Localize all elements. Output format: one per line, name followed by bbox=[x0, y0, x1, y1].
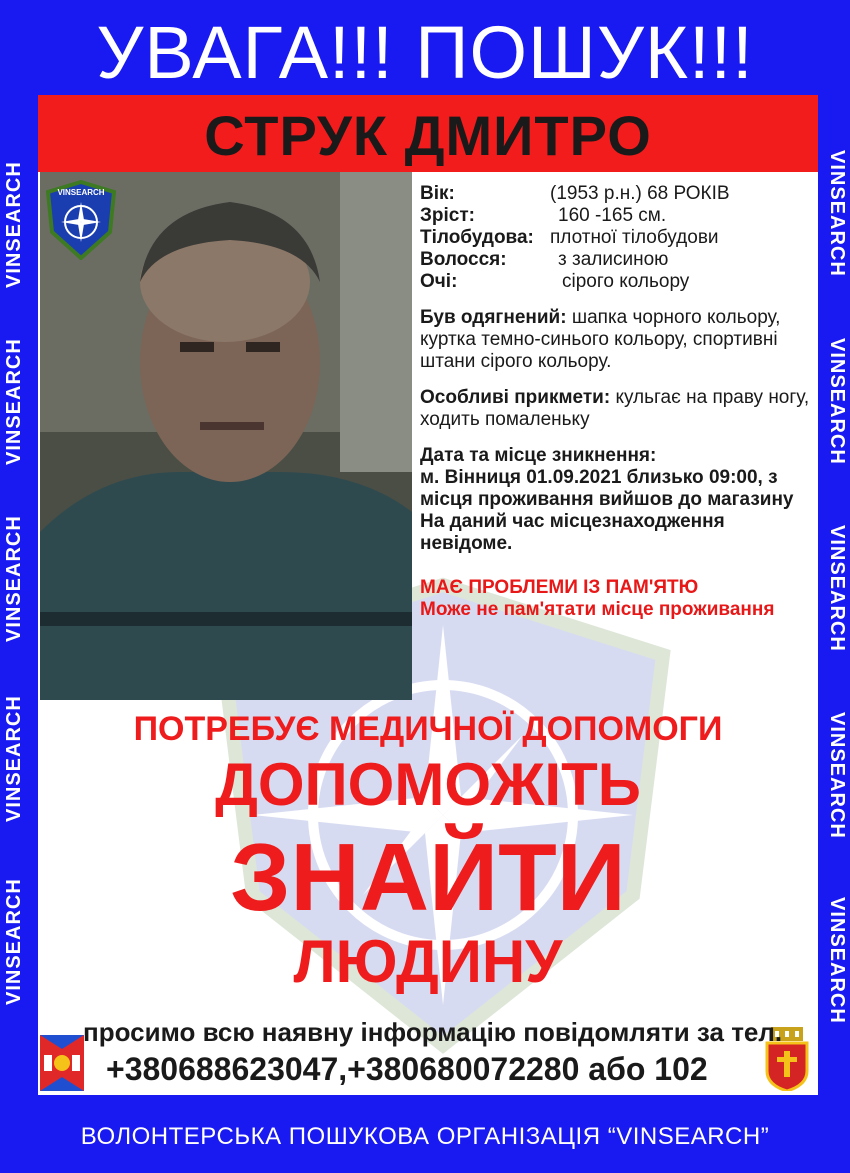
organization-footer: ВОЛОНТЕРСЬКА ПОШУКОВА ОРГАНІЗАЦІЯ “VINSEARCH” bbox=[80, 1123, 770, 1150]
detail-eyes: Очі: сірого кольору bbox=[420, 271, 690, 292]
memory-warning: МАЄ ПРОБЛЕМИ ІЗ ПАМ'ЯТЮ Може не пам'ятати місце проживання bbox=[420, 577, 775, 620]
poster-panel bbox=[38, 95, 818, 1095]
detail-hair: Волосся: з залисиною bbox=[420, 249, 669, 270]
side-label-left-5: VINSEARCH bbox=[3, 878, 25, 1005]
appeal-find: ЗНАЙТИ bbox=[230, 824, 626, 931]
region-flag-icon bbox=[40, 1035, 84, 1091]
detail-build: Тілобудова: плотної тілобудови bbox=[420, 227, 719, 248]
medical-help-notice: ПОТРЕБУЄ МЕДИЧНОЇ ДОПОМОГИ bbox=[133, 710, 723, 748]
detail-height: Зріст: 160 -165 см. bbox=[420, 205, 667, 226]
side-label-right-4: VINSEARCH bbox=[826, 712, 848, 839]
contact-phones: +380688623047,+380680072280 або 102 bbox=[106, 1051, 708, 1087]
logo-text: VINSEARCH bbox=[57, 188, 105, 197]
clothing-description: Був одягнений: шапка чорного кольору, куртка темно-синього кольору, спортивні штани сірого кольору. bbox=[420, 307, 781, 372]
side-label-right-2: VINSEARCH bbox=[826, 338, 848, 465]
poster-title: УВАГА!!! ПОШУК!!! bbox=[96, 11, 754, 94]
side-label-right-3: VINSEARCH bbox=[826, 525, 848, 652]
special-features: Особливі прикмети: кульгає на праву ногу, ходить помаленьку bbox=[420, 387, 810, 430]
vinsearch-shield-icon bbox=[46, 180, 116, 260]
appeal-help: ДОПОМОЖІТЬ bbox=[215, 751, 641, 818]
side-label-left-2: VINSEARCH bbox=[3, 338, 25, 465]
missing-person-name: СТРУК ДМИТРО bbox=[204, 104, 652, 167]
detail-age: Вік: (1953 р.н.) 68 РОКІВ bbox=[420, 183, 730, 204]
side-label-left-1: VINSEARCH bbox=[3, 161, 25, 288]
person-info bbox=[420, 183, 815, 621]
side-label-right-1: VINSEARCH bbox=[826, 150, 848, 277]
side-label-right-5: VINSEARCH bbox=[826, 897, 848, 1024]
appeal-person: ЛЮДИНУ bbox=[293, 928, 563, 995]
name-banner bbox=[38, 95, 818, 172]
side-label-left-4: VINSEARCH bbox=[3, 695, 25, 822]
side-label-left-3: VINSEARCH bbox=[3, 515, 25, 642]
contact-request: просимо всю наявну інформацію повідомляти за тел. bbox=[83, 1017, 783, 1047]
disappearance-info: Дата та місце зникнення: м. Вінниця 01.09.2021 близько 09:00, з місця проживання вийшов до магазину На даний час місцезнаходження невідоме. bbox=[420, 445, 794, 554]
